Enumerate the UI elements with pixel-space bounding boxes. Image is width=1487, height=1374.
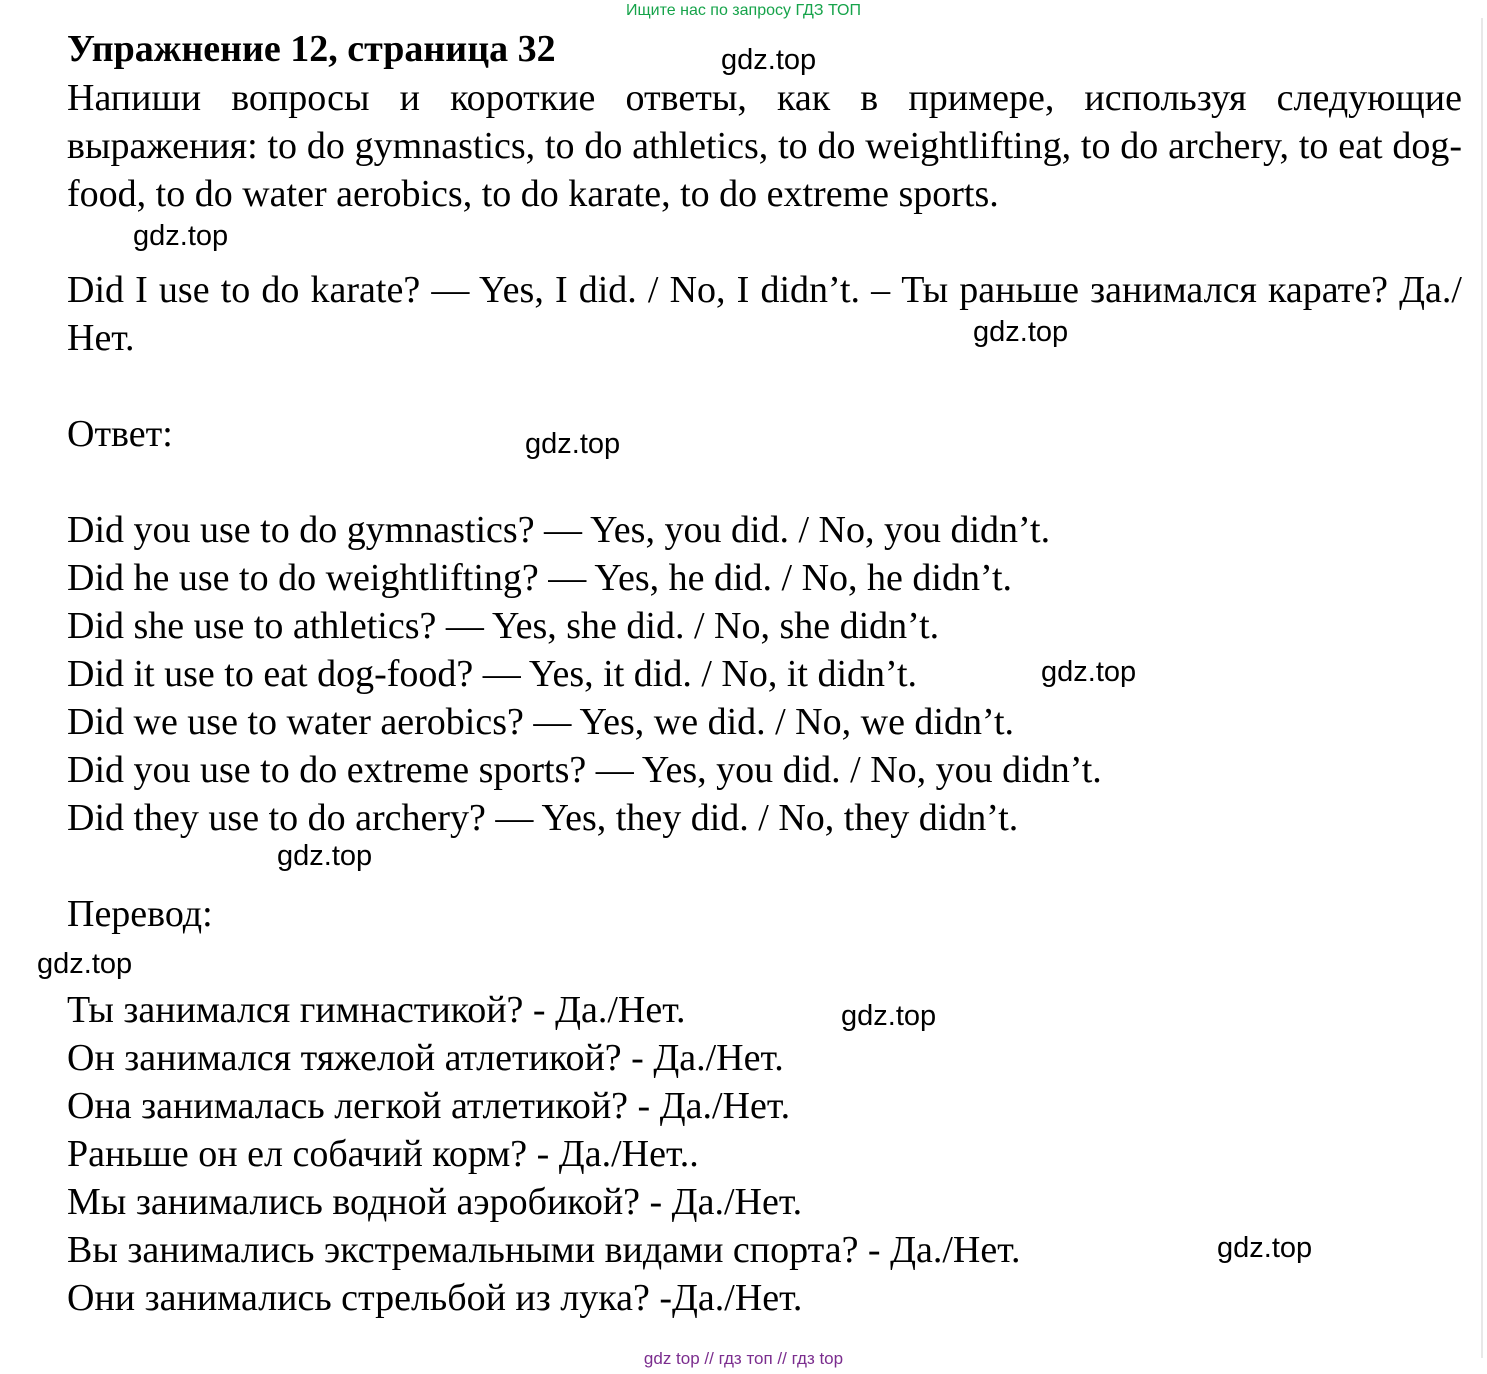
answer-line: Did you use to do gymnastics? — Yes, you did. / No, you didn’t. bbox=[67, 509, 1051, 551]
answer-line: Did she use to athletics? — Yes, she did. / No, she didn’t. bbox=[67, 605, 940, 647]
watermark: gdz.top bbox=[1217, 1232, 1313, 1264]
top-banner[interactable]: Ищите нас по запросу ГДЗ ТОП bbox=[626, 2, 861, 19]
answer-line: Did you use to do extreme sports? — Yes, you did. / No, you didn’t. bbox=[67, 749, 1102, 791]
watermark: gdz.top bbox=[841, 1000, 937, 1032]
watermark: gdz.top bbox=[973, 316, 1069, 348]
answer-line: Did they use to do archery? — Yes, they did. / No, they didn’t. bbox=[67, 797, 1019, 839]
watermark: gdz.top bbox=[133, 220, 229, 252]
watermark: gdz.top bbox=[37, 948, 133, 980]
answer-line: Did it use to eat dog-food? — Yes, it did. / No, it didn’t. bbox=[67, 653, 918, 695]
translation-line: Раньше он ел собачий корм? - Да./Нет.. bbox=[67, 1133, 699, 1175]
footer-links[interactable]: gdz top // гдз топ // гдз top bbox=[643, 1349, 844, 1368]
watermark: gdz.top bbox=[525, 428, 621, 460]
translation-line: Ты занимался гимнастикой? - Да./Нет. bbox=[67, 989, 686, 1031]
translation-line: Они занимались стрельбой из лука? -Да./Нет. bbox=[67, 1277, 803, 1319]
translation-line: Она занималась легкой атлетикой? - Да./Нет. bbox=[67, 1085, 791, 1127]
translation-line: Вы занимались экстремальными видами спорта? - Да./Нет. bbox=[67, 1229, 1021, 1271]
translation-heading: Перевод: bbox=[67, 893, 213, 935]
example-text: Did I use to do karate? — Yes, I did. / No, I didn’t. – Ты раньше занимался карате? Да./Нет. bbox=[67, 269, 1462, 359]
task-text: Напиши вопросы и короткие ответы, как в примере, используя следующие выражения: to do gymnastics, to do athletics, to do weightlifting, to do archery, to eat dog-food, to do water aerobics, to do karate, to do extreme sports. bbox=[67, 77, 1462, 215]
watermark: gdz.top bbox=[277, 840, 373, 872]
answer-line: Did we use to water aerobics? — Yes, we did. / No, we didn’t. bbox=[67, 701, 1015, 743]
watermark: gdz.top bbox=[1041, 656, 1137, 688]
exercise-title: Упражнение 12, страница 32 bbox=[67, 28, 556, 70]
answer-heading: Ответ: bbox=[67, 413, 173, 455]
translation-line: Он занимался тяжелой атлетикой? - Да./Нет. bbox=[67, 1037, 784, 1079]
page-edge-divider bbox=[1481, 18, 1483, 1358]
answer-line: Did he use to do weightlifting? — Yes, he did. / No, he didn’t. bbox=[67, 557, 1013, 599]
translation-line: Мы занимались водной аэробикой? - Да./Нет. bbox=[67, 1181, 803, 1223]
watermark: gdz.top bbox=[721, 44, 817, 76]
